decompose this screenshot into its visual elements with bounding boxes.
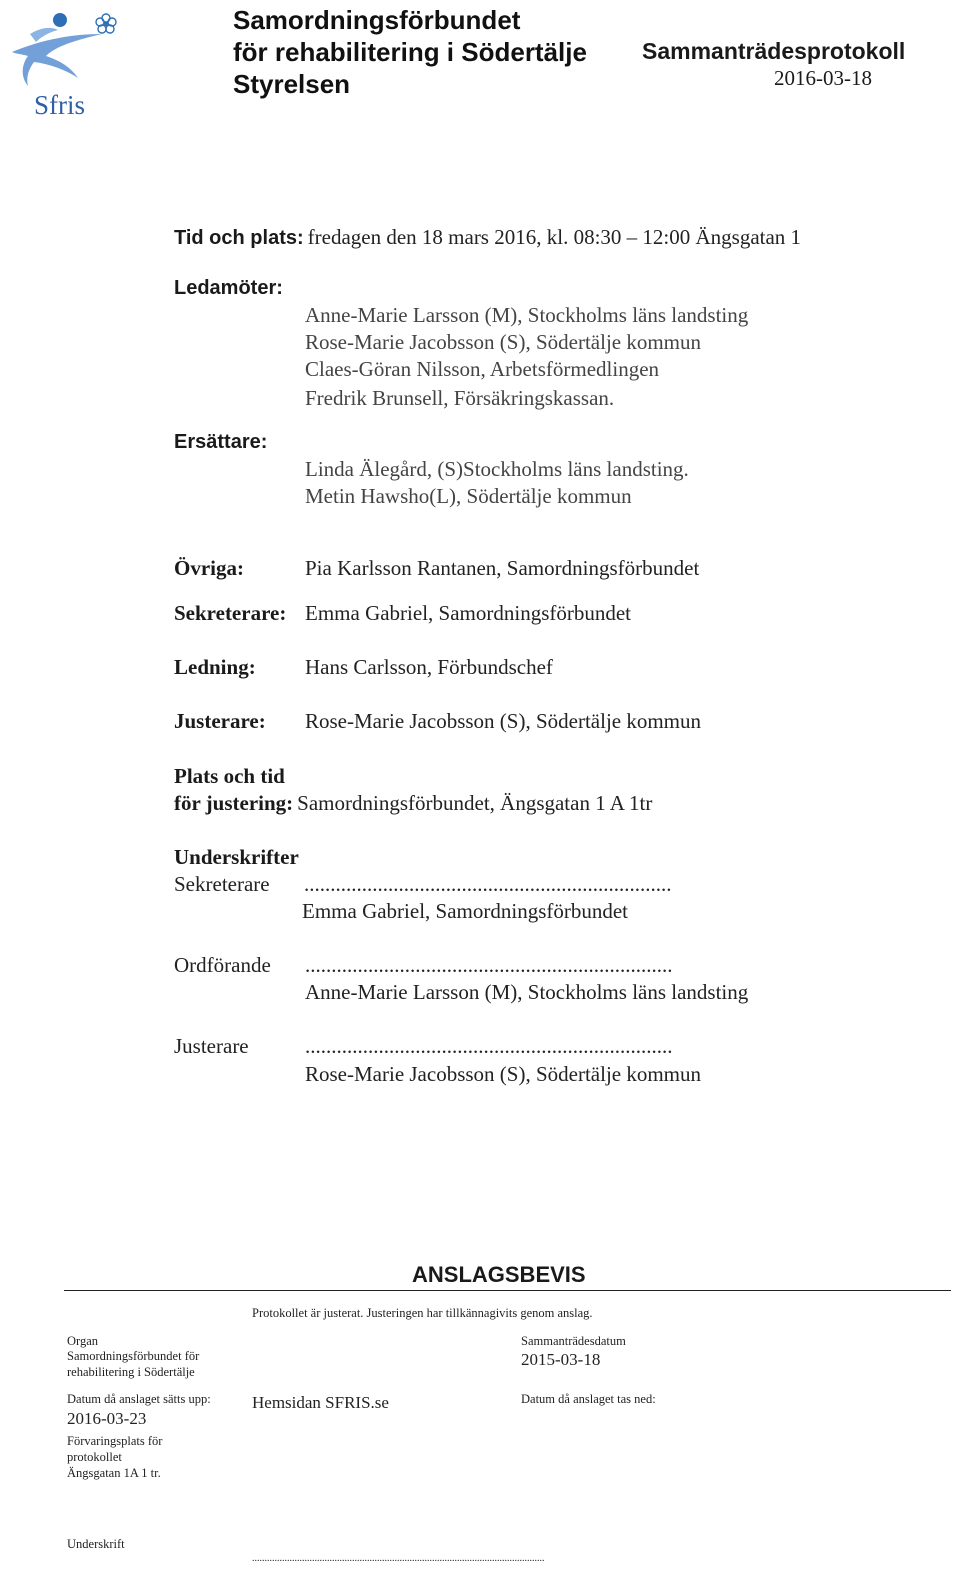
org-name-line-3: Styrelsen (233, 69, 351, 99)
removed-date-label: Datum då anslaget tas ned: (521, 1392, 656, 1406)
signature-role-adjuster: Justerare (174, 1034, 249, 1058)
secretary-label: Sekreterare: (174, 601, 287, 625)
management-value: Hans Carlsson, Förbundschef (305, 655, 553, 679)
secretary-value: Emma Gabriel, Samordningsförbundet (305, 601, 632, 625)
signature-line: ...................................................................... (305, 1034, 673, 1058)
storage-label-line-2: protokollet (67, 1450, 122, 1464)
notice-title: ANSLAGSBEVIS (412, 1262, 586, 1287)
member-item: Fredrik Brunsell, Försäkringskassan. (305, 386, 615, 410)
adjust-place-value: Samordningsförbundet, Ängsgatan 1 A 1tr (297, 791, 653, 815)
signature-name-secretary: Emma Gabriel, Samordningsförbundet (302, 899, 629, 923)
organ-label: Organ (67, 1334, 99, 1348)
posted-date-label: Datum då anslaget sätts upp: (67, 1392, 211, 1406)
meeting-date-value: 2015-03-18 (521, 1350, 601, 1369)
management-label: Ledning: (174, 655, 256, 679)
adjust-place-row (174, 791, 652, 816)
meeting-date-label: Sammanträdesdatum (521, 1334, 626, 1348)
signature-line: ...................................................................... (304, 872, 672, 896)
storage-value: Ängsgatan 1A 1 tr. (67, 1466, 161, 1480)
notice-divider (64, 1290, 951, 1291)
sfris-logo (6, 4, 122, 120)
posted-date-value: 2016-03-23 (67, 1409, 147, 1428)
member-item: Rose-Marie Jacobsson (S), Södertälje kommun (305, 330, 702, 354)
document-type: Sammanträdesprotokoll (642, 38, 906, 64)
time-place-value: fredagen den 18 mars 2016, kl. 08:30 – 12:00 Ängsgatan 1 (307, 225, 802, 249)
adjust-place-label-1: Plats och tid (174, 764, 285, 788)
members-label: Ledamöter: (174, 277, 283, 299)
adjust-place-label-2: för justering: (174, 791, 294, 815)
notice-signature-line: ..................................................................................................................... (252, 1553, 545, 1564)
substitute-item: Metin Hawsho(L), Södertälje kommun (305, 484, 632, 508)
adjuster-value: Rose-Marie Jacobsson (S), Södertälje kommun (305, 709, 702, 733)
time-place-label: Tid och plats: (174, 227, 304, 249)
adjuster-label: Justerare: (174, 709, 266, 733)
storage-label-line-1: Förvaringsplats för (67, 1434, 163, 1448)
others-label: Övriga: (174, 556, 244, 580)
signature-line: ...................................................................... (305, 953, 673, 977)
others-value: Pia Karlsson Rantanen, Samordningsförbundet (305, 556, 700, 580)
time-place-row (174, 225, 801, 250)
svg-text:Sfris: Sfris (34, 90, 86, 120)
signatures-title: Underskrifter (174, 845, 299, 869)
member-item: Claes-Göran Nilsson, Arbetsförmedlingen (305, 357, 660, 381)
notice-statement: Protokollet är justerat. Justeringen har tillkännagivits genom anslag. (252, 1306, 593, 1320)
notice-website: Hemsidan SFRIS.se (252, 1393, 389, 1412)
document-date: 2016-03-18 (774, 66, 872, 90)
notice-signature-label: Underskrift (67, 1537, 125, 1551)
signature-name-chair: Anne-Marie Larsson (M), Stockholms läns landsting (305, 980, 749, 1004)
org-name-line-1: Samordningsförbundet (233, 5, 521, 35)
signature-role-chair: Ordförande (174, 953, 271, 977)
organ-value-line-2: rehabilitering i Södertälje (67, 1365, 195, 1379)
organ-value-line-1: Samordningsförbundet för (67, 1349, 200, 1363)
signature-role-secretary: Sekreterare (174, 872, 270, 896)
substitute-item: Linda Älegård, (S)Stockholms läns landsting. (305, 457, 689, 481)
substitutes-label: Ersättare: (174, 431, 268, 453)
org-name-line-2: för rehabilitering i Södertälje (233, 37, 587, 67)
member-item: Anne-Marie Larsson (M), Stockholms läns landsting (305, 303, 749, 327)
sfris-logo-graphic (6, 4, 122, 120)
signature-name-adjuster: Rose-Marie Jacobsson (S), Södertälje kommun (305, 1062, 702, 1086)
